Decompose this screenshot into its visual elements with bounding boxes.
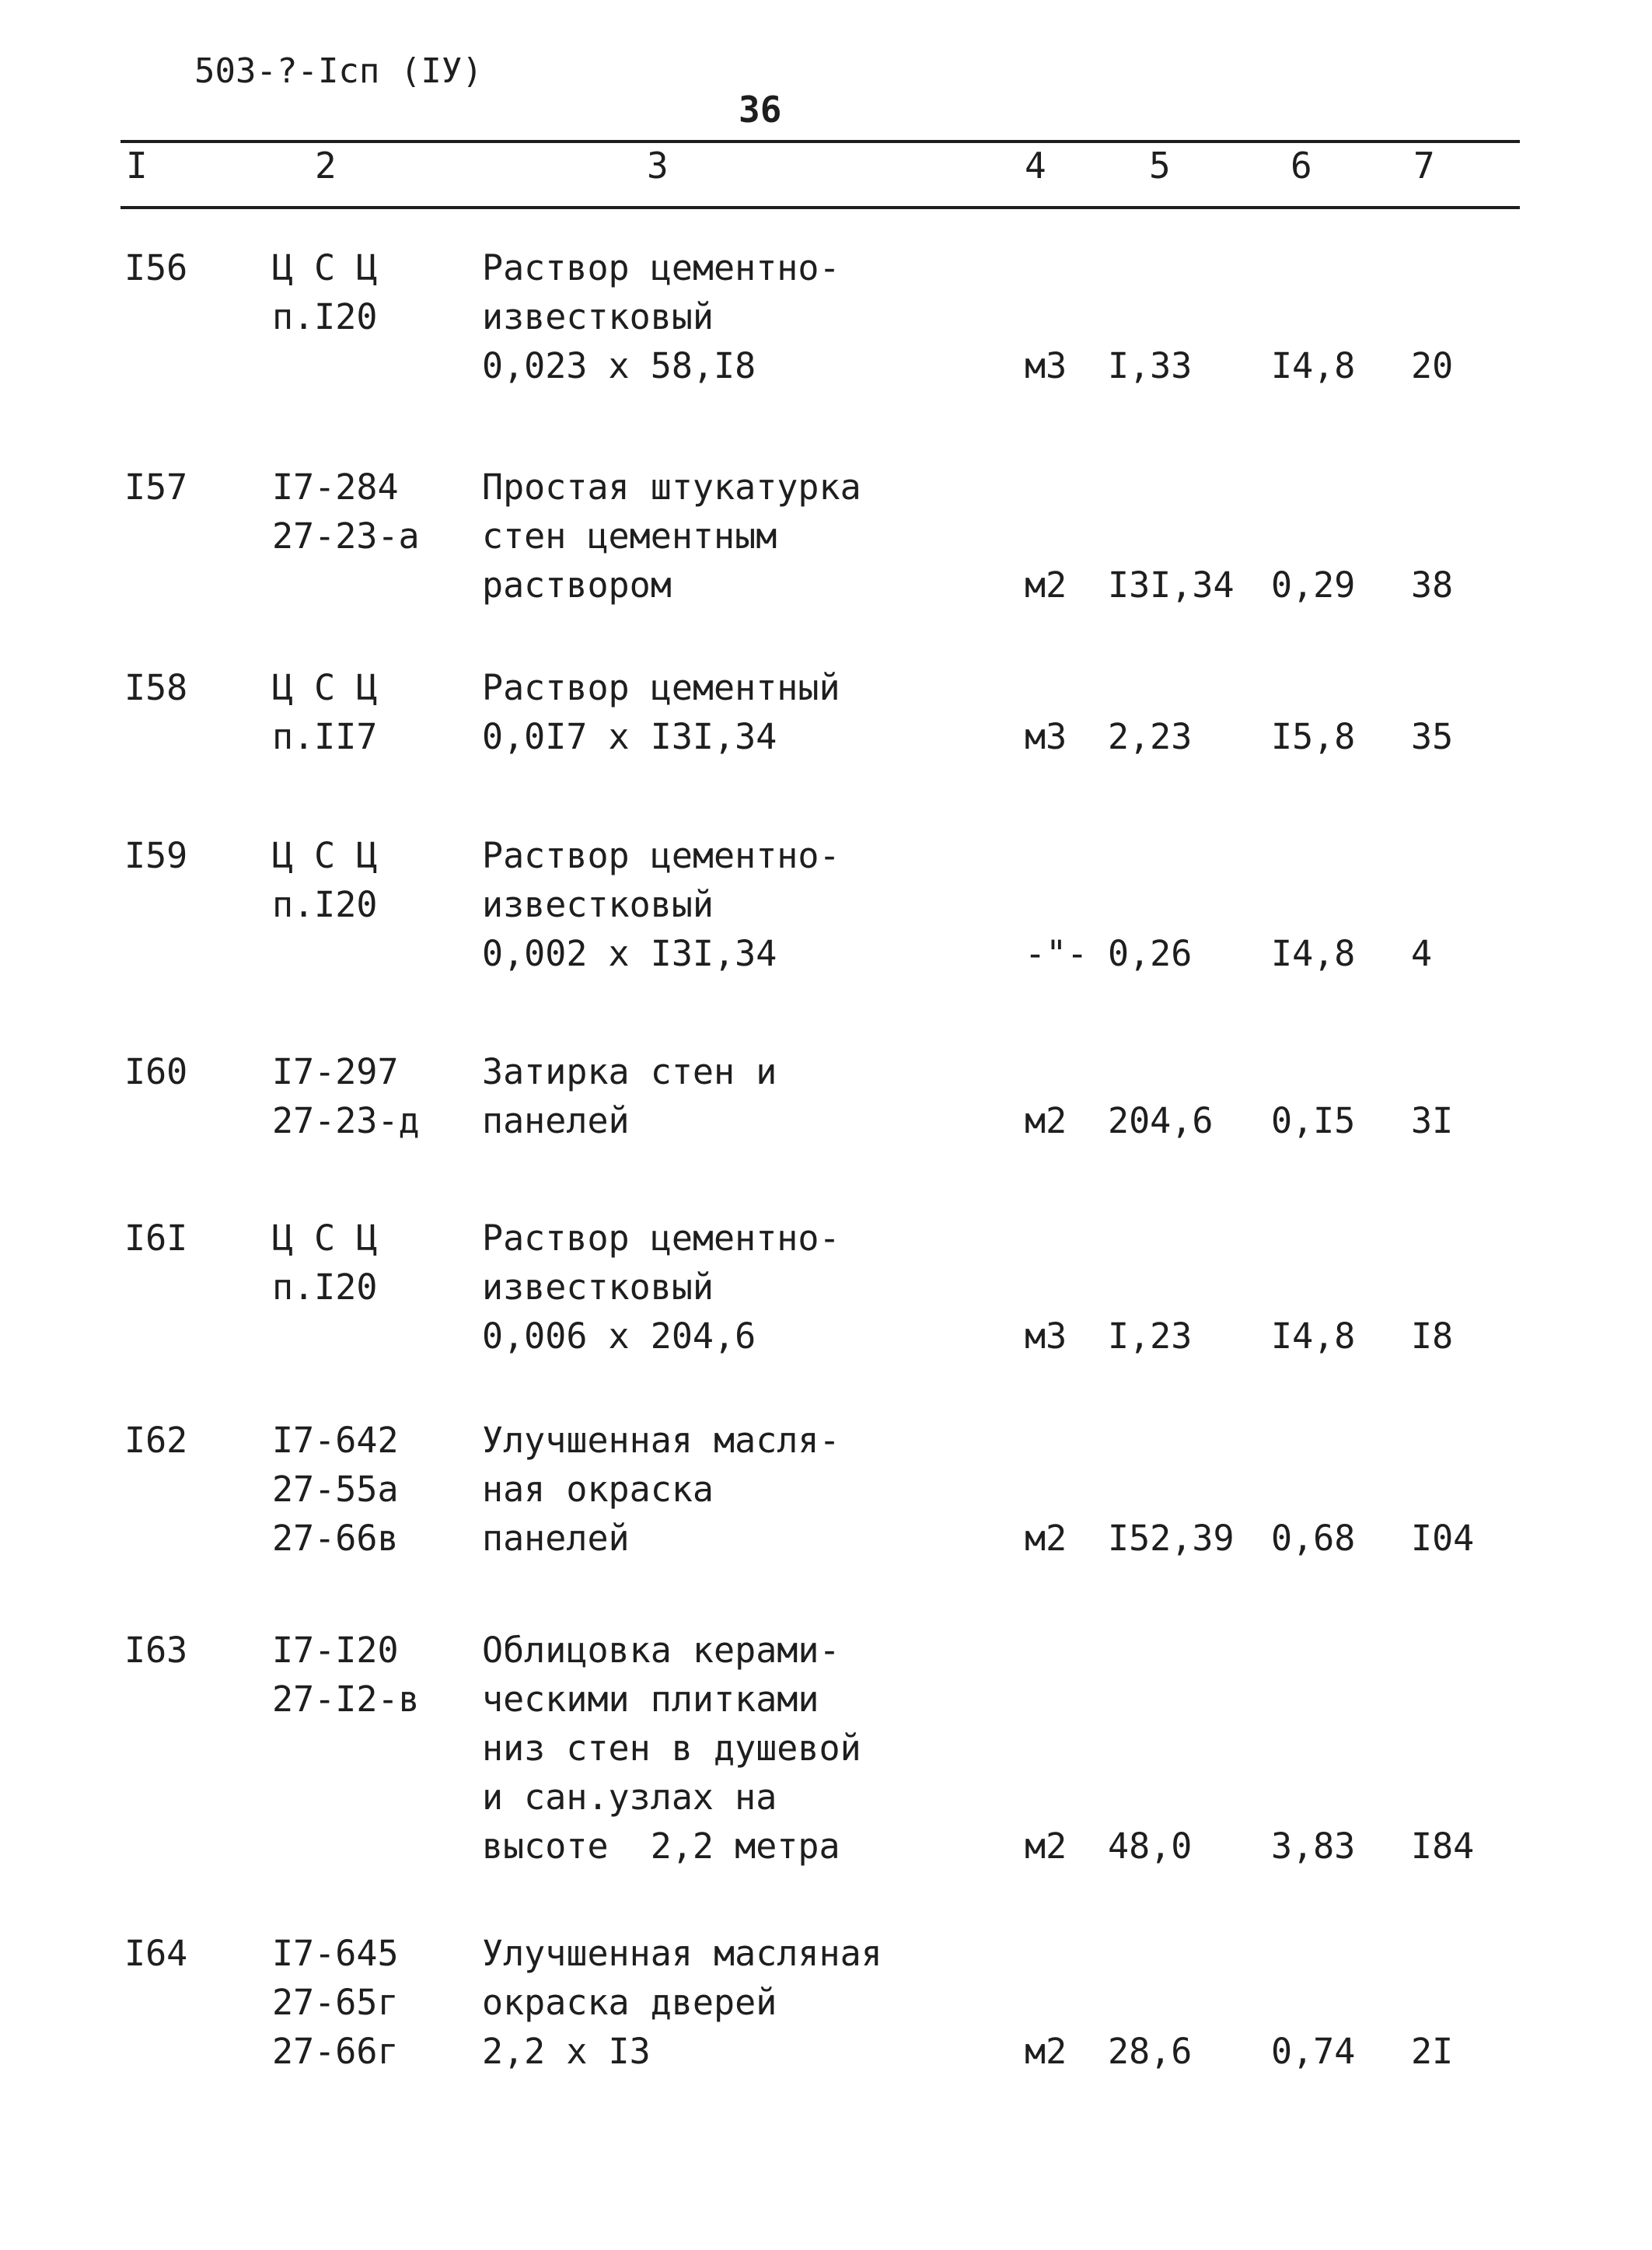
norm-code: I7-645 <box>272 1933 399 1974</box>
norm-code: Ц С Ц <box>272 667 378 708</box>
unit-price: I5,8 <box>1271 716 1356 757</box>
work-description-line: панелей <box>482 1100 630 1141</box>
quantity: 204,6 <box>1108 1100 1214 1141</box>
total-cost: 35 <box>1411 716 1454 757</box>
work-description-line: раствором <box>482 564 672 606</box>
unit-price: 0,I5 <box>1271 1100 1356 1141</box>
work-description-line: и сан.узлах на <box>482 1777 777 1818</box>
row-number: I6I <box>124 1218 188 1259</box>
column-header-1: I <box>126 145 148 187</box>
total-cost: 3I <box>1411 1100 1454 1141</box>
row-number: I57 <box>124 466 188 508</box>
row-number: I58 <box>124 667 188 708</box>
unit-price: I4,8 <box>1271 1315 1356 1357</box>
row-number: I60 <box>124 1051 188 1092</box>
column-header-6: 6 <box>1291 145 1312 187</box>
unit-price: I4,8 <box>1271 933 1356 974</box>
norm-code: п.I20 <box>272 1266 378 1308</box>
norm-code: 27-55а <box>272 1469 399 1510</box>
unit: м3 <box>1025 345 1067 386</box>
work-description-line: Раствор цементно- <box>482 1218 840 1259</box>
total-cost: I04 <box>1411 1518 1475 1559</box>
quantity: I,23 <box>1108 1315 1193 1357</box>
quantity: 0,26 <box>1108 933 1193 974</box>
norm-code: Ц С Ц <box>272 1218 378 1259</box>
total-cost: I84 <box>1411 1826 1475 1867</box>
unit: м2 <box>1025 1100 1067 1141</box>
work-description-line: известковый <box>482 1266 714 1308</box>
norm-code: 27-66в <box>272 1518 399 1559</box>
unit: м2 <box>1025 564 1067 606</box>
norm-code: 27-65г <box>272 1982 399 2023</box>
norm-code: Ц С Ц <box>272 835 378 876</box>
total-cost: 4 <box>1411 933 1433 974</box>
quantity: I52,39 <box>1108 1518 1235 1559</box>
work-description-line: Затирка стен и <box>482 1051 777 1092</box>
column-header-3: 3 <box>647 145 669 187</box>
unit: м2 <box>1025 1518 1067 1559</box>
row-number: I64 <box>124 1933 188 1974</box>
unit-price: 0,74 <box>1271 2031 1356 2072</box>
work-description-line: стен цементным <box>482 515 777 557</box>
work-description-line: Раствор цементно- <box>482 247 840 288</box>
row-number: I62 <box>124 1420 188 1461</box>
work-description-line: 0,002 x I3I,34 <box>482 933 777 974</box>
work-description-line: Раствор цементно- <box>482 835 840 876</box>
unit: -"- <box>1025 933 1088 974</box>
row-number: I56 <box>124 247 188 288</box>
work-description-line: Улучшенная масляная <box>482 1933 882 1974</box>
unit-price: I4,8 <box>1271 345 1356 386</box>
work-description-line: высоте 2,2 метра <box>482 1826 840 1867</box>
norm-code: 27-66г <box>272 2031 399 2072</box>
work-description-line: 0,023 x 58,I8 <box>482 345 756 386</box>
work-description-line: 0,006 x 204,6 <box>482 1315 756 1357</box>
work-description-line: известковый <box>482 296 714 337</box>
work-description-line: Простая штукатурка <box>482 466 861 508</box>
quantity: 48,0 <box>1108 1826 1193 1867</box>
document-code: 503-?-Iсп (IУ) <box>194 51 483 91</box>
norm-code: 27-23-д <box>272 1100 420 1141</box>
norm-code: I7-284 <box>272 466 399 508</box>
norm-code: Ц С Ц <box>272 247 378 288</box>
row-number: I63 <box>124 1630 188 1671</box>
work-description-line: известковый <box>482 884 714 925</box>
norm-code: п.I20 <box>272 884 378 925</box>
work-description-line: ческими плитками <box>482 1679 819 1720</box>
unit: м3 <box>1025 716 1067 757</box>
work-description-line: Улучшенная масля- <box>482 1420 840 1461</box>
total-cost: 2I <box>1411 2031 1454 2072</box>
norm-code: п.I20 <box>272 296 378 337</box>
unit-price: 0,68 <box>1271 1518 1356 1559</box>
unit: м2 <box>1025 2031 1067 2072</box>
norm-code: I7-I20 <box>272 1630 399 1671</box>
total-cost: 20 <box>1411 345 1454 386</box>
norm-code: I7-297 <box>272 1051 399 1092</box>
work-description-line: Облицовка керами- <box>482 1630 840 1671</box>
unit-price: 3,83 <box>1271 1826 1356 1867</box>
work-description-line: ная окраска <box>482 1469 714 1510</box>
norm-code: п.II7 <box>272 716 378 757</box>
norm-code: 27-I2-в <box>272 1679 420 1720</box>
column-header-4: 4 <box>1025 145 1046 187</box>
column-header-7: 7 <box>1413 145 1435 187</box>
work-description-line: 2,2 x I3 <box>482 2031 651 2072</box>
quantity: I3I,34 <box>1108 564 1235 606</box>
header-bottom-rule <box>120 206 1520 209</box>
work-description-line: окраска дверей <box>482 1982 777 2023</box>
quantity: 28,6 <box>1108 2031 1193 2072</box>
unit: м3 <box>1025 1315 1067 1357</box>
unit: м2 <box>1025 1826 1067 1867</box>
column-header-2: 2 <box>315 145 337 187</box>
header-top-rule <box>120 140 1520 143</box>
unit-price: 0,29 <box>1271 564 1356 606</box>
column-header-5: 5 <box>1149 145 1171 187</box>
quantity: I,33 <box>1108 345 1193 386</box>
total-cost: 38 <box>1411 564 1454 606</box>
work-description-line: Раствор цементный <box>482 667 840 708</box>
quantity: 2,23 <box>1108 716 1193 757</box>
work-description-line: низ стен в душевой <box>482 1728 861 1769</box>
norm-code: 27-23-а <box>272 515 420 557</box>
work-description-line: 0,0I7 x I3I,34 <box>482 716 777 757</box>
total-cost: I8 <box>1411 1315 1454 1357</box>
row-number: I59 <box>124 835 188 876</box>
page-number: 36 <box>739 89 782 131</box>
norm-code: I7-642 <box>272 1420 399 1461</box>
work-description-line: панелей <box>482 1518 630 1559</box>
